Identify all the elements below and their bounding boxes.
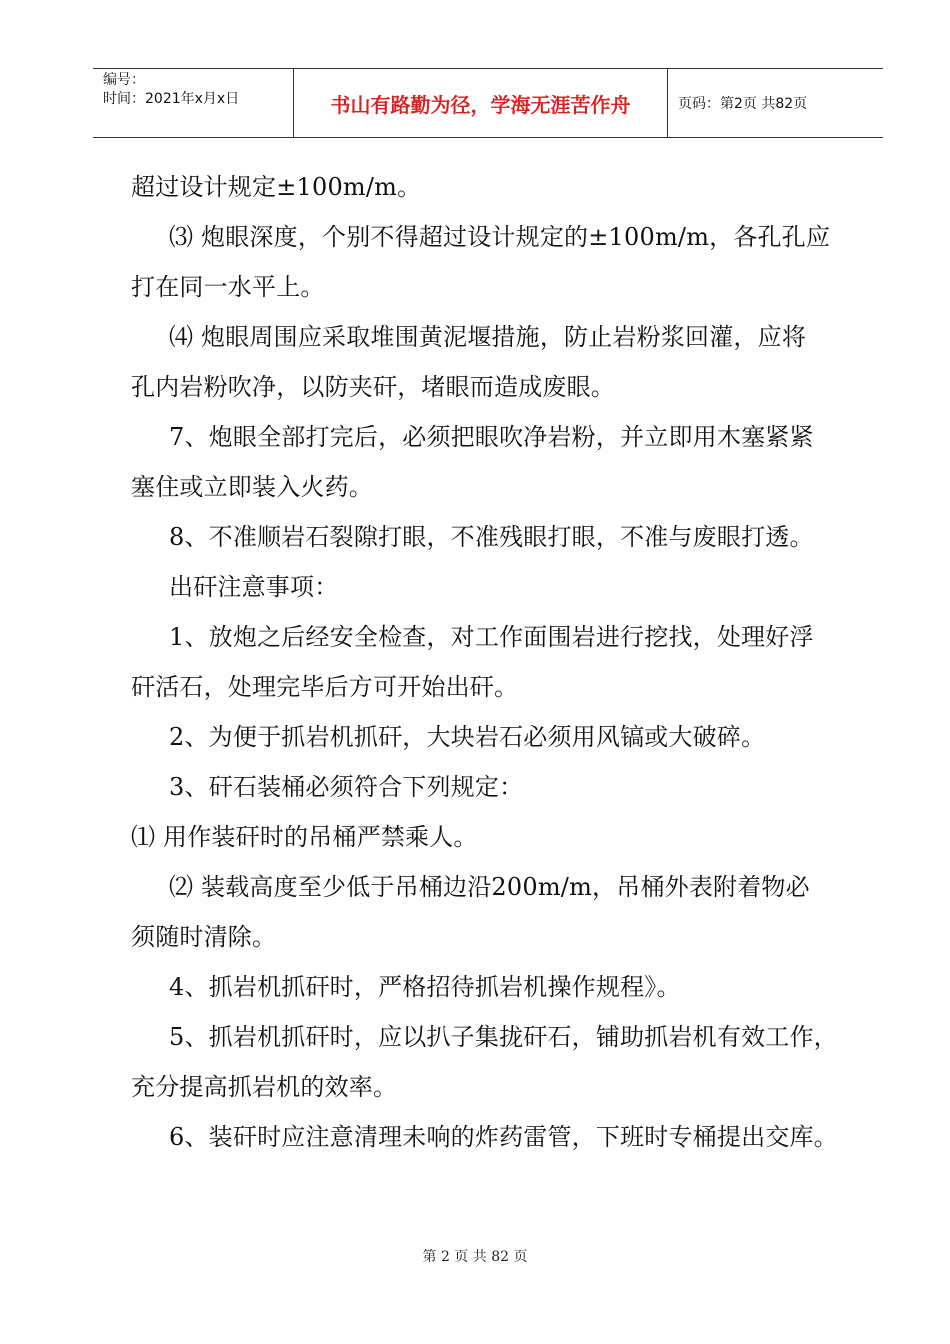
document-body (131, 162, 851, 1162)
body-line: 3、矸石装桶必须符合下列规定： (169, 773, 524, 801)
body-line: 超过设计规定±100m/m。 (131, 173, 422, 201)
body-line: 打在同一水平上。 (131, 273, 325, 301)
body-line: 充分提高抓岩机的效率。 (131, 1073, 398, 1101)
section-heading: 出矸注意事项： (169, 573, 339, 601)
body-line: 2、为便于抓岩机抓矸，大块岩石必须用风镐或大破碎。 (169, 723, 766, 751)
body-line: ⑵ 装载高度至少低于吊桶边沿200m/m，吊桶外表附着物必 (169, 873, 810, 901)
body-line: 须随时清除。 (131, 923, 277, 951)
body-line: 1、放炮之后经安全检查，对工作面围岩进行挖找，处理好浮 (169, 623, 814, 651)
body-line: 4、抓岩机抓矸时，严格招待抓岩机操作规程》。 (169, 973, 681, 1001)
body-line: 7、炮眼全部打完后，必须把眼吹净岩粉，并立即用木塞紧紧 (169, 423, 814, 451)
body-line: 5、抓岩机抓矸时，应以扒子集拢矸石，铺助抓岩机有效工作， (169, 1023, 838, 1051)
document-number-label: 编号： (103, 72, 145, 88)
header-slogan: 书山有路勤为径，学海无涯苦作舟 (294, 69, 668, 137)
body-line: ⑷ 炮眼周围应采取堆围黄泥堰措施，防止岩粉浆回灌，应将 (169, 323, 807, 351)
page-header (93, 68, 883, 138)
body-line: 矸活石，处理完毕后方可开始出矸。 (131, 673, 519, 701)
header-page-info: 页码：第2页 共82页 (678, 96, 808, 112)
body-line: ⑴ 用作装矸时的吊桶严禁乘人。 (131, 823, 478, 851)
body-line: 孔内岩粉吹净，以防夹矸，堵眼而造成废眼。 (131, 373, 615, 401)
document-time-label: 时间：2021年x月x日 (103, 91, 240, 107)
body-line: ⑶ 炮眼深度，个别不得超过设计规定的±100m/m，各孔孔应 (169, 223, 831, 251)
header-meta (93, 69, 294, 137)
body-line: 6、装矸时应注意清理未响的炸药雷管，下班时专桶提出交库。 (169, 1123, 838, 1151)
body-line: 8、不准顺岩石裂隙打眼，不准残眼打眼，不准与废眼打透。 (169, 523, 814, 551)
body-line: 塞住或立即装入火药。 (131, 473, 373, 501)
page-footer: 第 2 页 共 82 页 (422, 1249, 528, 1265)
